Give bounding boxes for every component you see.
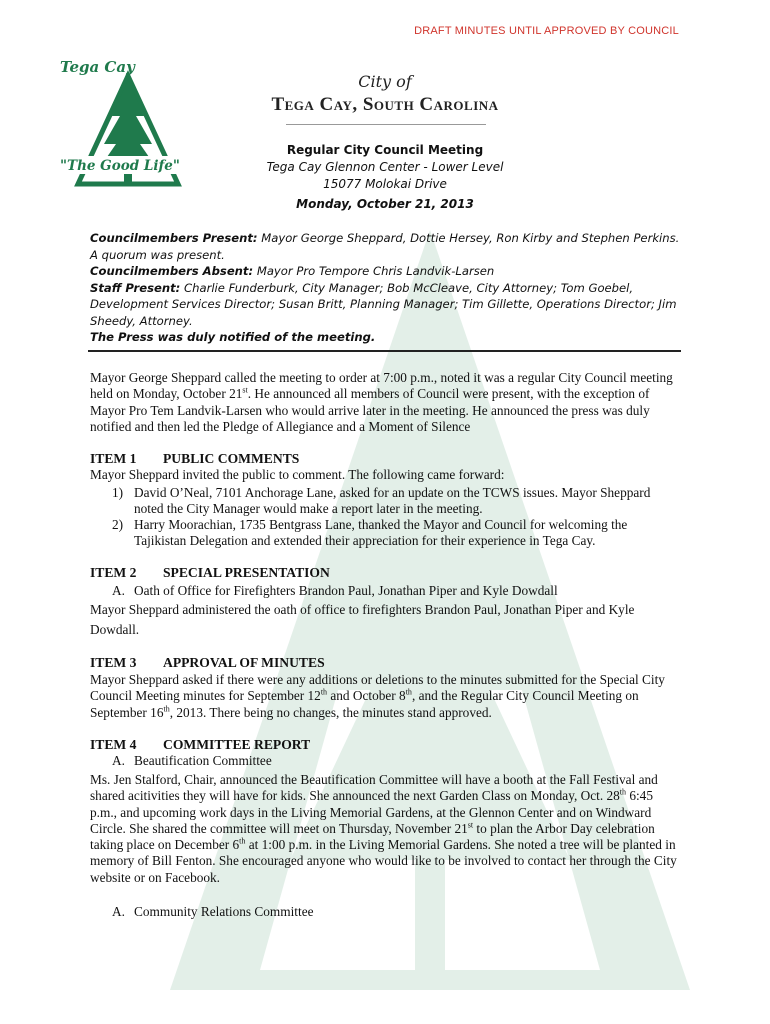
meeting-title: Regular City Council Meeting [286,143,484,157]
draft-notice: DRAFT MINUTES UNTIL APPROVED BY COUNCIL [414,25,679,37]
item-2-text: Mayor Sheppard administered the oath of office to firefighters Brandon Paul, Jonathan Piper and Kyle Dowdall. [90,602,635,637]
item-2-heading: ITEM 2 SPECIAL PRESENTATION [90,565,330,580]
item-1-text: Mayor Sheppard invited the public to comment. The following came forward: [90,467,505,482]
item-1-list-item: 2) Harry Moorachian, 1735 Bentgrass Lane, thanked the Mayor and Council for welcoming the Tajikistan Delegation and extended their appreciation for their experience in Tega Cay. [112,517,628,549]
item-4-text: Ms. Jen Stalford, Chair, announced the Beautification Committee will have a booth at the Fall Festival and shared acitivities they will have for kids. She announced the next Garden Class on Monday, Oct. 28th 6:45 p.m., and upcoming work days in the Living Memorial Gardens, at the Glennon Center and on Windward Circle. She shared the committee will meet on Thursday, November 21st to plan the Arbor Day celebration taking place on December 6th at 1:00 p.m. in the Living Memorial Gardens. She noted a tree will be planted in memory of Bill Fenton. She encouraged anyone who would like to be involved to contact her through the City website or on Facebook. [90,772,677,885]
item-3-heading: ITEM 3 APPROVAL OF MINUTES [90,655,325,670]
attendance-block [90,230,690,346]
councilmembers-absent: Councilmembers Absent: Mayor Pro Tempore Chris Landvik-Larsen [90,264,495,278]
meeting-date: Monday, October 21, 2013 [296,197,474,211]
item-4-heading: ITEM 4 COMMITTEE REPORT [90,737,311,752]
section-divider [88,350,681,352]
logo-bottom-text: "The Good Life" [60,158,180,174]
item-3-text: Mayor Sheppard asked if there were any additions or deletions to the minutes submitted for the Special City Council Meeting minutes for September 12th and October 8th, and the Regular City Council Meeting on September 16th, 2013. There being no changes, the minutes stand approved. [90,672,665,720]
item-1-heading: ITEM 1 PUBLIC COMMENTS [90,451,300,466]
city-of-label: City of [358,72,412,91]
staff-present: Staff Present: Charlie Funderburk, City Manager; Bob McCleave, City Attorney; Tom Goebel, Development Services Director; Susan Britt, Planning Manager; Tim Gillette, Operations Director; Jim Sheedy, Attorney. [90,280,677,328]
press-notice: The Press was duly notified of the meeting. [90,330,376,344]
city-name: Tega Cay, South Carolina [271,94,499,115]
logo-top-text: Tega Cay [60,58,135,76]
item-1-list-item: 1) David O’Neal, 7101 Anchorage Lane, asked for an update on the TCWS issues. Mayor Sheppard noted the City Manager would make a report later in the meeting. [112,485,651,517]
item-2-subheading: A. Oath of Office for Firefighters Brandon Paul, Jonathan Piper and Kyle Dowdall [112,583,558,598]
meeting-address: 15077 Molokai Drive [323,177,447,191]
meeting-location: Tega Cay Glennon Center - Lower Level [266,160,504,174]
item-4-subheading: A. Beautification Committee [112,753,272,768]
intro-paragraph: Mayor George Sheppard called the meeting to order at 7:00 p.m., noted it was a regular City Council meeting held on Monday, October 21st. He announced all members of Council were present, with the exception of Mayor Pro Tem Landvik-Larsen who would arrive later in the meeting. He announced the press was duly notified and then led the Pledge of Allegiance and a Moment of Silence [90,370,673,434]
councilmembers-present: Councilmembers Present: Mayor George Sheppard, Dottie Hersey, Ron Kirby and Stephen Perkins. A quorum was present. [90,231,680,262]
item-4-subheading-2: A. Community Relations Committee [112,904,314,919]
header-divider [286,124,486,125]
